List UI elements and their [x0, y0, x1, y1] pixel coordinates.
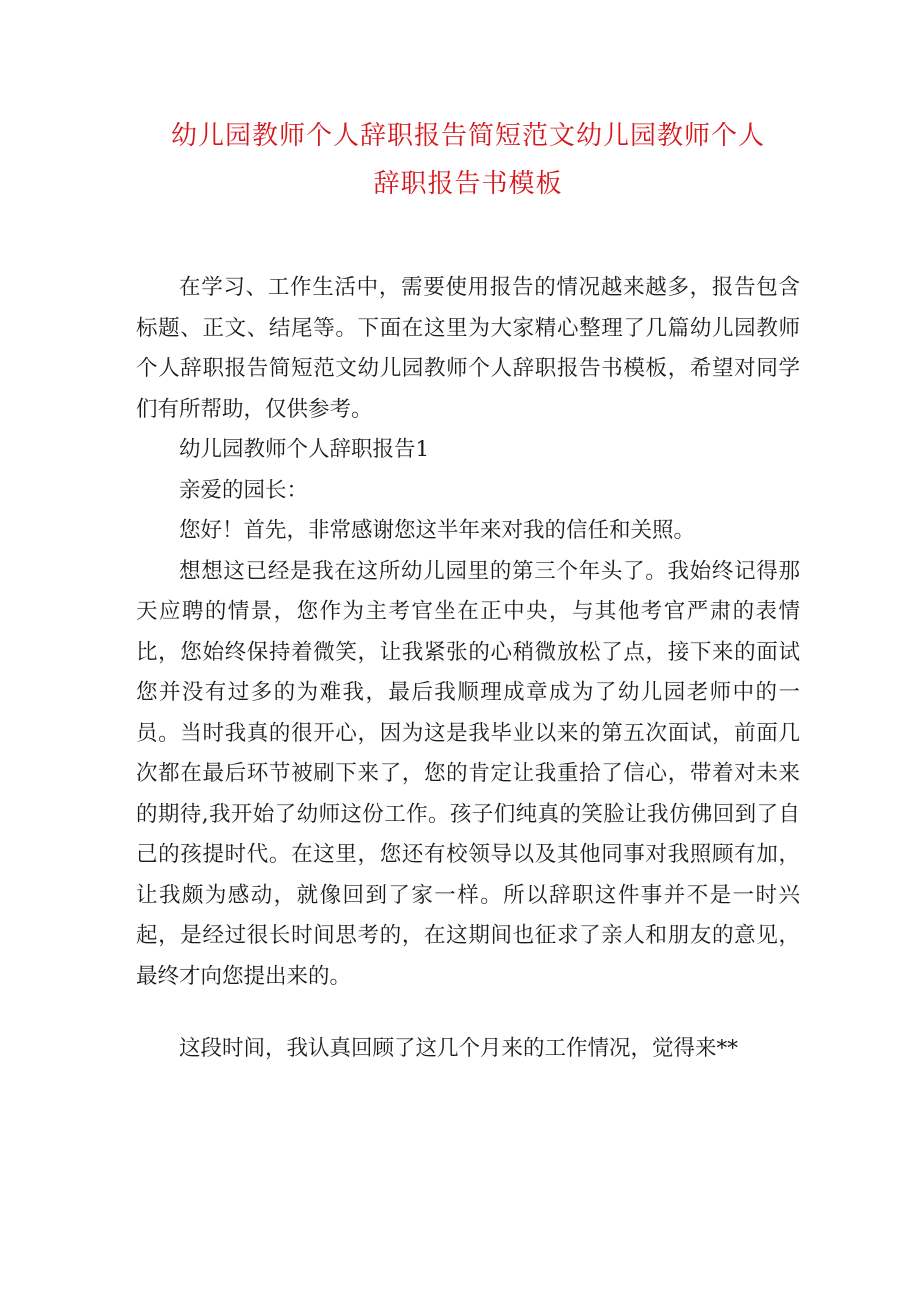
title-line-1: 幼儿园教师个人辞职报告简短范文幼儿园教师个人 — [170, 121, 765, 151]
body-paragraph-truncated: 这段时间，我认真回顾了这几个月来的工作情况，觉得来** — [179, 1036, 739, 1061]
title-line-2: 辞职报告书模板 — [373, 169, 563, 199]
section-heading: 幼儿园教师个人辞职报告1 — [179, 437, 430, 462]
salutation: 亲爱的园长： — [179, 477, 309, 503]
greeting-paragraph: 您好！首先，非常感谢您这半年来对我的信任和关照。 — [179, 518, 696, 543]
document-title — [136, 112, 800, 208]
body-paragraph: 想想这已经是我在这所幼儿园里的第三个年头了。我始终记得那天应聘的情景，您作为主考官坐在正中央，与其他考官严肃的表情比，您始终保持着微笑，让我紧张的心稍微放松了点，接下来的面试您并没有过多的为难我，最后我顺理成章成为了幼儿园老师中的一员。当时我真的很开心，因为这是我毕业以来的第五次面试，前面几次都在最后环节被刷下来了，您的肯定让我重拾了信心，带着对未来的期待,我开始了幼师这份工作。孩子们纯真的笑脸让我仿佛回到了自己的孩提时代。在这里，您还有校领导以及其他同事对我照顾有加，让我颇为感动，就像回到了家一样。所以辞职这件事并不是一时兴起，是经过很长时间思考的，在这期间也征求了亲人和朋友的意见，最终才向您提出来的。 — [136, 558, 800, 989]
intro-paragraph: 在学习、工作生活中，需要使用报告的情况越来越多，报告包含标题、正文、结尾等。下面在这里为大家精心整理了几篇幼儿园教师个人辞职报告简短范文幼儿园教师个人辞职报告书模板，希望对同学们有所帮助，仅供参考。 — [136, 275, 800, 422]
document-body — [136, 268, 800, 1070]
